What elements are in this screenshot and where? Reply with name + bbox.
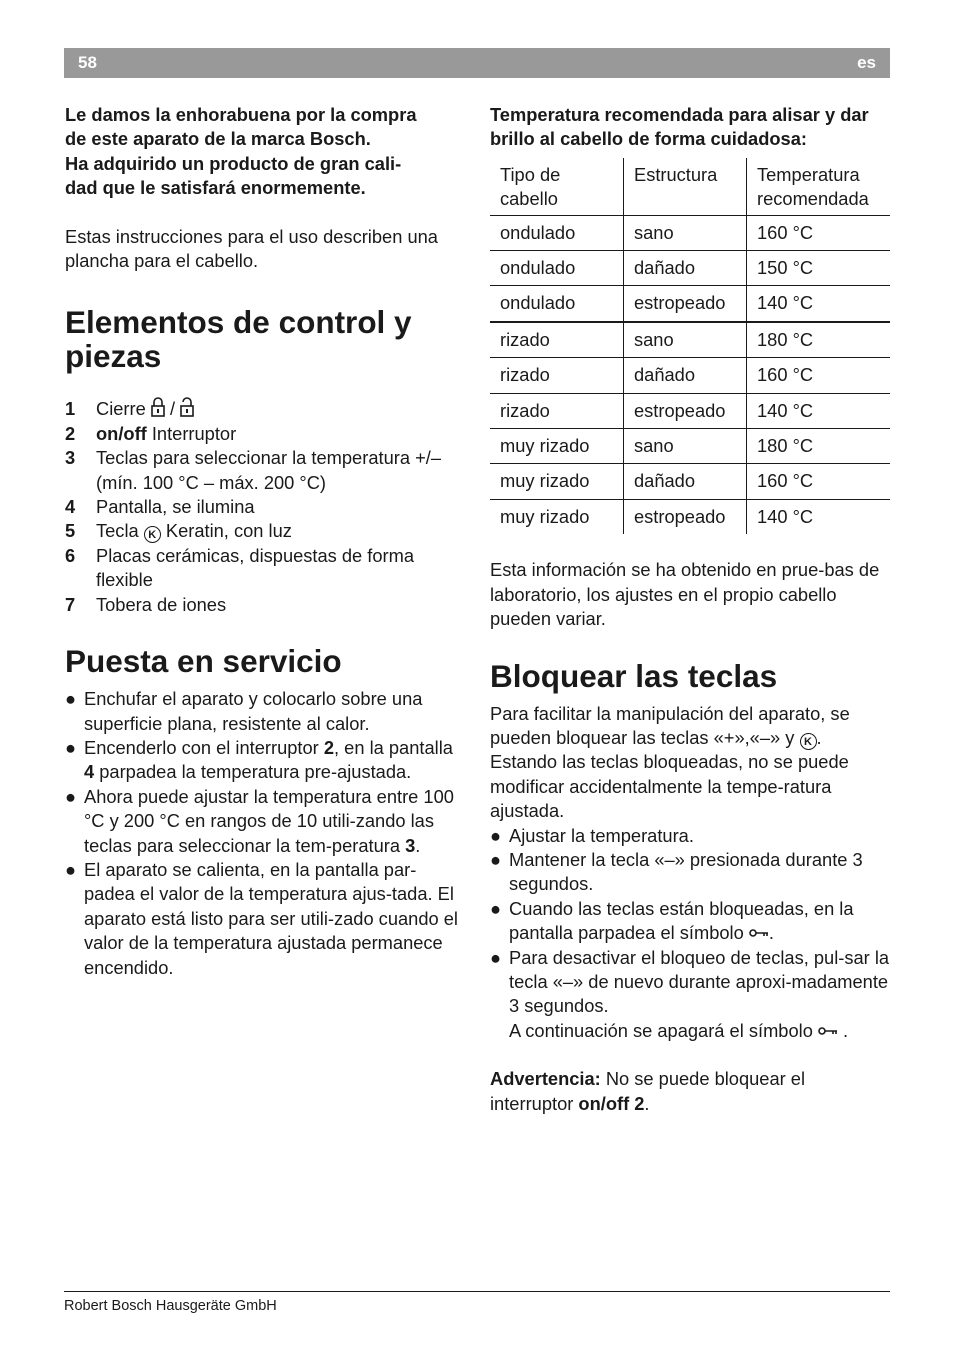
page-header-bar <box>64 48 890 78</box>
table-cell: 140 °C <box>747 499 891 534</box>
temperature-note: Esta información se ha obtenido en prue-bas de laboratorio, los ajustes en el propio cabello pueden variar. <box>490 559 880 630</box>
list-item: ● Cuando las teclas están bloqueadas, en la pantalla parpadea el símbolo . <box>490 897 854 944</box>
table-cell: sano <box>624 429 747 464</box>
list-item: 6 Placas cerámicas, dispuestas de forma flexible <box>65 544 415 591</box>
list-item: 5 Tecla K Keratin, con luz <box>65 520 292 542</box>
table-cell: ondulado <box>490 215 624 250</box>
table-cell: sano <box>624 322 747 358</box>
list-item: ● Encenderlo con el interruptor 2, en la pantalla 4 parpadea la temperatura pre-ajustada. <box>65 736 453 783</box>
table-row <box>490 429 890 464</box>
controls-list <box>65 397 465 617</box>
lock-heading: Bloquear las teclas <box>490 657 778 694</box>
setup-list <box>65 687 465 980</box>
list-item: ● Mantener la tecla «–» presionada durante 3 segundos. <box>490 848 863 895</box>
left-column <box>65 103 465 980</box>
table-body <box>490 215 890 534</box>
table-cell: rizado <box>490 393 624 428</box>
right-column <box>490 103 890 1116</box>
list-item: 4 Pantalla, se ilumina <box>65 496 255 518</box>
language-code: es <box>857 53 876 72</box>
list-item: 7 Tobera de iones <box>65 593 227 615</box>
lock-list <box>490 824 890 1044</box>
footer-text: Robert Bosch Hausgeräte GmbH <box>64 1298 277 1314</box>
table-cell: sano <box>624 215 747 250</box>
setup-heading: Puesta en servicio <box>65 643 342 680</box>
table-row <box>490 322 890 358</box>
keratin-icon: K <box>144 526 161 543</box>
table-cell: estropeado <box>624 393 747 428</box>
table-cell: estropeado <box>624 286 747 322</box>
table-cell: muy rizado <box>490 464 624 499</box>
controls-heading: Elementos de control y piezas <box>65 304 412 375</box>
table-cell: dañado <box>624 358 747 393</box>
table-cell: 140 °C <box>747 286 891 322</box>
page-number: 58 <box>78 53 97 72</box>
list-item: 3 Teclas para seleccionar la temperatura +/– (mín. 100 °C – máx. 200 °C) <box>65 447 441 493</box>
table-cell: ondulado <box>490 286 624 322</box>
list-item: ● Enchufar el aparato y colocarlo sobre una superficie plana, resistente al calor. <box>65 688 423 734</box>
table-cell: 150 °C <box>747 251 891 286</box>
table-cell: muy rizado <box>490 429 624 464</box>
table-cell: 160 °C <box>747 215 891 250</box>
lock-closed-icon <box>151 397 165 417</box>
intro-text: Estas instrucciones para el uso describen una plancha para el cabello. <box>65 225 438 272</box>
table-header-row <box>490 158 890 215</box>
table-cell: estropeado <box>624 499 747 534</box>
table-row <box>490 499 890 534</box>
table-row <box>490 286 890 322</box>
temperature-table <box>490 158 890 534</box>
temperature-heading: Temperatura recomendada para alisar y dar brillo al cabello de forma cuidadosa: <box>490 104 869 150</box>
column-header: Estructura <box>624 158 747 215</box>
table-row <box>490 215 890 250</box>
footer-rule <box>64 1291 890 1292</box>
list-item: ● El aparato se calienta, en la pantalla par-padea el valor de la temperatura ajus-tada. El aparato está listo para ser utili-zado cuando el valor de la temperatura ajustada permanece encendido. <box>65 858 458 978</box>
lock-intro: Para facilitar la manipulación del aparato, se pueden bloquear las teclas «+»,«–» y K . Estando las teclas bloqueadas, no se puede modificar accidentalmente la tempe-ratura ajustada. <box>490 702 850 822</box>
table-cell: muy rizado <box>490 499 624 534</box>
key-icon <box>749 928 769 938</box>
key-icon <box>818 1026 838 1036</box>
column-header: Tipo de cabello <box>490 158 624 215</box>
table-cell: rizado <box>490 322 624 358</box>
table-cell: 160 °C <box>747 464 891 499</box>
list-item: ● Ahora puede ajustar la temperatura entre 100 °C y 200 °C en rangos de 10 utili-zando las teclas para seleccionar la tem-peratura 3. <box>65 785 454 856</box>
table-cell: 160 °C <box>747 358 891 393</box>
list-item: ● Ajustar la temperatura. <box>490 824 694 846</box>
lock-open-icon <box>180 397 194 417</box>
table-row <box>490 464 890 499</box>
list-item: 1 Cierre / <box>65 397 465 421</box>
table-cell: dañado <box>624 251 747 286</box>
column-header: Temperatura recomendada <box>757 163 869 210</box>
table-cell: ondulado <box>490 251 624 286</box>
intro-bold: Le damos la enhorabuena por la compra de este aparato de la marca Bosch. Ha adquirido un producto de gran cali- dad que le satisfará enormemente. <box>65 104 417 199</box>
table-cell: 140 °C <box>747 393 891 428</box>
keratin-icon: K <box>800 733 817 750</box>
table-cell: 180 °C <box>747 429 891 464</box>
table-row <box>490 358 890 393</box>
list-item: 2 on/off Interruptor <box>65 422 237 444</box>
warning-note: Advertencia: No se puede bloquear el interruptor on/off 2. <box>490 1068 806 1114</box>
table-cell: 180 °C <box>747 322 891 358</box>
table-cell: rizado <box>490 358 624 393</box>
table-row <box>490 251 890 286</box>
table-cell: dañado <box>624 464 747 499</box>
list-item: ● Para desactivar el bloqueo de teclas, pul-sar la tecla «–» de nuevo durante aproxi-madamente 3 segundos. A continuación se apagará el símbolo . <box>490 946 890 1041</box>
table-row <box>490 393 890 428</box>
